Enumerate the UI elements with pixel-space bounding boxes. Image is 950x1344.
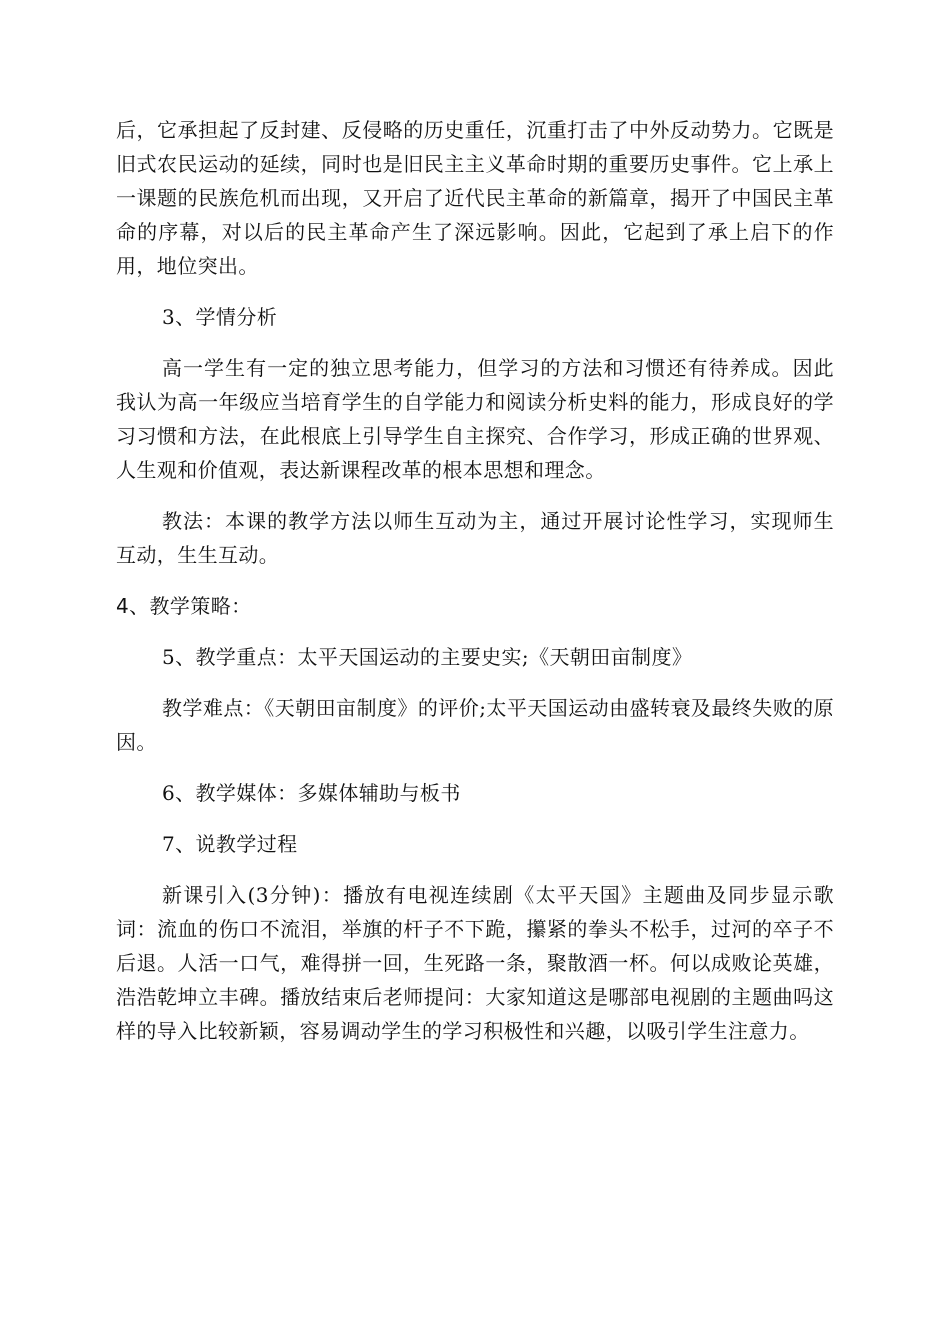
heading-teaching-process: 7、说教学过程 bbox=[162, 832, 298, 856]
heading-teaching-strategy-text: 4、教学策略： bbox=[116, 594, 252, 618]
paragraph-lesson-introduction: 新课引入(3分钟)：播放有电视连续剧《太平天国》主题曲及同步显示歌词：流血的伤口不流泪，举旗的杆子不下跪，攥紧的拳头不松手，过河的卒子不后退。人活一口气，难得拼一回，生死路一条，聚散酒一杯。何以成败论英雄，浩浩乾坤立丰碑。播放结束后老师提问：大家知道这是哪部电视剧的主题曲吗这样的导入比较新颖，容易调动学生的学习积极性和兴趣，以吸引学生注意力。 bbox=[116, 883, 834, 1043]
paragraph-teaching-difficulty: 教学难点：《天朝田亩制度》的评价;太平天国运动由盛转衰及最终失败的原因。 bbox=[116, 696, 834, 754]
heading-teaching-media: 6、教学媒体：多媒体辅助与板书 bbox=[162, 781, 461, 805]
paragraph-teaching-method: 教法：本课的教学方法以师生互动为主，通过开展讨论性学习，实现师生互动，生生互动。 bbox=[116, 509, 834, 567]
heading-teaching-strategy bbox=[116, 589, 834, 623]
paragraph-historical-significance: 后，它承担起了反封建、反侵略的历史重任，沉重打击了中外反动势力。它既是旧式农民运动的延续，同时也是旧民主主义革命时期的重要历史事件。它上承上一课题的民族危机而出现，又开启了近代民主革命的新篇章，揭开了中国民主革命的序幕，对以后的民主革命产生了深远影响。因此，它起到了承上启下的作用，地位突出。 bbox=[116, 118, 834, 278]
paragraph-student-analysis: 高一学生有一定的独立思考能力，但学习的方法和习惯还有待养成。因此我认为高一年级应当培育学生的自学能力和阅读分析史料的能力，形成良好的学习习惯和方法，在此根底上引导学生自主探究、合作学习，形成正确的世界观、人生观和价值观，表达新课程改革的根本思想和理念。 bbox=[116, 356, 834, 482]
heading-teaching-focus: 5、教学重点：太平天国运动的主要史实;《天朝田亩制度》 bbox=[162, 645, 693, 669]
document-page bbox=[116, 113, 834, 1048]
heading-student-analysis: 3、学情分析 bbox=[162, 305, 278, 329]
